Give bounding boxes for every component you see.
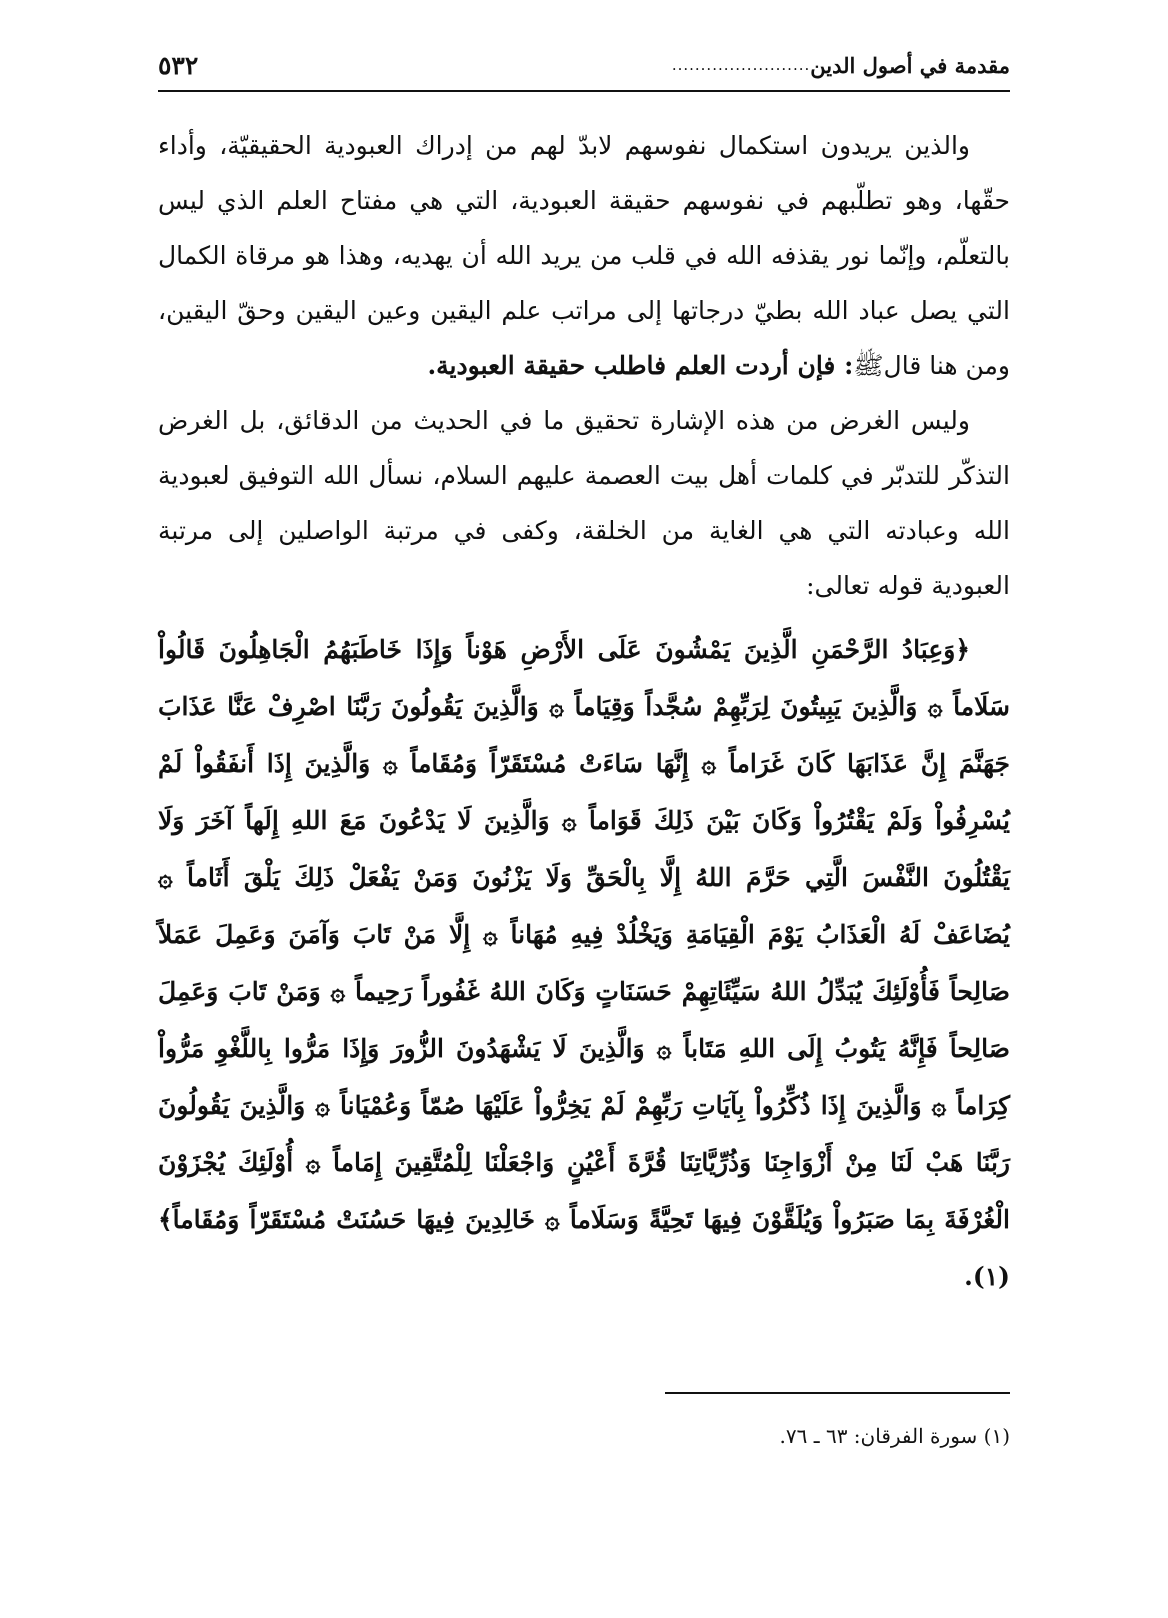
running-title <box>664 53 1010 78</box>
paragraph-2: وليس الغرض من هذه الإشارة تحقيق ما في الحديث من الدقائق، بل الغرض التذكّر للتدبّر في كلمات أهل بيت العصمة عليهم السلام، نسأل الله التوفيق لعبودية الله وعبادته التي هي الغاية من الخلقة، وكفى في مرتبة الواصلين إلى مرتبة العبودية قوله تعالى: <box>158 406 1010 600</box>
page-number: ٥٣٢ <box>158 50 199 80</box>
quran-verses: ﴿وَعِبَادُ الرَّحْمَنِ الَّذِينَ يَمْشُونَ عَلَى الأَرْضِ هَوْناً وَإِذَا خَاطَبَهُمُ الْجَاهِلُونَ قَالُواْ سَلَاماً ۞ وَالَّذِينَ يَبِيتُونَ لِرَبِّهِمْ سُجَّداً وَقِيَاماً ۞ وَالَّذِينَ يَقُولُونَ رَبَّنَا اصْرِفْ عَنَّا عَذَابَ جَهَنَّمَ إِنَّ عَذَابَهَا كَانَ غَرَاماً ۞ إِنَّهَا سَاءَتْ مُسْتَقَرّاً وَمُقَاماً ۞ وَالَّذِينَ إِذَا أَنفَقُواْ لَمْ يُسْرِفُواْ وَلَمْ يَقْتُرُواْ وَكَانَ بَيْنَ ذَلِكَ قَوَاماً ۞ وَالَّذِينَ لَا يَدْعُونَ مَعَ اللهِ إِلَهاً آخَرَ وَلَا يَقْتُلُونَ النَّفْسَ الَّتِي حَرَّمَ اللهُ إِلَّا بِالْحَقِّ وَلَا يَزْنُونَ وَمَنْ يَفْعَلْ ذَلِكَ يَلْقَ أَثَاماً ۞ يُضَاعَفْ لَهُ الْعَذَابُ يَوْمَ الْقِيَامَةِ وَيَخْلُدْ فِيهِ مُهَاناً ۞ إِلَّا مَنْ تَابَ وَآمَنَ وَعَمِلَ عَمَلاً صَالِحاً فَأُوْلَئِكَ يُبَدِّلُ اللهُ سَيِّئَاتِهِمْ حَسَنَاتٍ وَكَانَ اللهُ غَفُوراً رَحِيماً ۞ وَمَنْ تَابَ وَعَمِلَ صَالِحاً فَإِنَّهُ يَتُوبُ إِلَى اللهِ مَتَاباً ۞ وَالَّذِينَ لَا يَشْهَدُونَ الزُّورَ وَإِذَا مَرُّوا بِاللَّغْوِ مَرُّواْ كِرَاماً ۞ وَالَّذِينَ إِذَا ذُكِّرُواْ بِآيَاتِ رَبِّهِمْ لَمْ يَخِرُّواْ عَلَيْهَا صُمّاً وَعُمْيَاناً ۞ وَالَّذِينَ يَقُولُونَ رَبَّنَا هَبْ لَنَا مِنْ أَزْوَاجِنَا وَذُرِّيَّاتِنَا قُرَّةَ أَعْيُنٍ وَاجْعَلْنَا لِلْمُتَّقِينَ إِمَاماً ۞ أُوْلَئِكَ يُجْزَوْنَ الْغُرْفَةَ بِمَا صَبَرُواْ وَيُلَقَّوْنَ فِيهَا تَحِيَّةً وَسَلَاماً ۞ خَالِدِينَ فِيهَا حَسُنَتْ مُسْتَقَرّاً وَمُقَاماً﴾(١). <box>158 635 1011 1291</box>
paragraph-1-text: والذين يريدون استكمال نفوسهم لابدّ لهم من إدراك العبودية الحقيقيّة، وأداء حقّها، وهو تطلّبهم في نفوسهم حقيقة العبودية، التي هي مفتاح العلم الذي ليس بالتعلّم، وإنّما نور يقذفه الله في قلب من يريد الله أن يهديه، وهذا هو مرقاة الكمال التي يصل عباد الله بطيّ درجاتها إلى مراتب علم اليقين وعين اليقين وحقّ اليقين، ومن هنا قال <box>158 131 1010 380</box>
running-title-text: مقدمة في أصول الدين <box>810 52 1010 78</box>
page-header <box>158 40 1010 92</box>
page-body <box>158 118 1010 1305</box>
footnote: (١) سورة الفرقان: ٦٣ ـ ٧٦. <box>779 1424 1010 1448</box>
paragraph-1 <box>158 118 1010 393</box>
footnote-divider <box>665 1392 1010 1394</box>
hadith-quote: : فإن أردت العلم فاطلب حقيقة العبودية. <box>427 351 854 380</box>
honorific-glyph: ﷺ <box>853 351 884 380</box>
leader-dots: ........................ <box>671 56 811 74</box>
